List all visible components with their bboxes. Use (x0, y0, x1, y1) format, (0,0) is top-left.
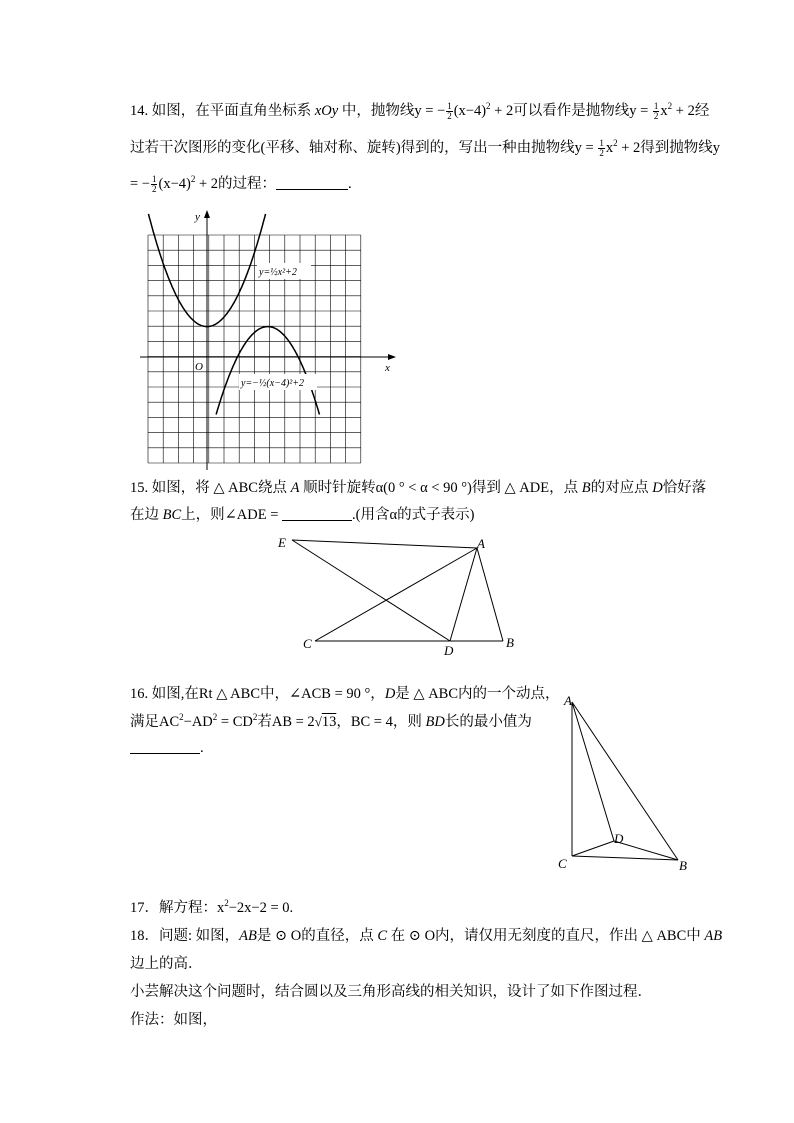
point-A-label: A (564, 693, 572, 708)
q16-line-3: . (130, 738, 204, 758)
point-D-label: D (614, 831, 624, 846)
q15-line-1: 15. 如图，将 △ ABC绕点 A 顺时针旋转α(0 ° < α < 90 °)得到 △ ADE，点 B的对应点 D恰好落 (130, 480, 707, 496)
point-C-label: C (303, 636, 312, 651)
point-C-label: C (558, 856, 567, 871)
segment-EA (292, 540, 477, 548)
q18-line-3: 小芸解决这个问题时，结合圆以及三角形高线的相关知识，设计了如下作图过程． (130, 984, 652, 1000)
segment-CD (572, 841, 614, 856)
segment-AD (572, 702, 614, 841)
segment-AB (572, 702, 678, 860)
answer-blank-16[interactable] (130, 739, 200, 754)
answer-blank-15[interactable] (282, 506, 352, 521)
q14-line-1: 14. 如图，在平面直角坐标系 xOy 中，抛物线y = − $\frac{1}{2}$ $(x-4)^2 + 2$可以看作是抛物线y = $\frac{1}{2}$ $x^2 + 2$经 (130, 101, 710, 122)
segment-ED (292, 540, 450, 641)
y-axis-label: y (195, 211, 200, 223)
q16-line-1: 16. 如图,在Rt △ ABC中，∠ACB = 90 °，D是 △ ABC内的一个动点， (130, 686, 560, 702)
point-B-label: B (679, 858, 687, 873)
q17-line: 17．解方程：$x^2-2x-2 = 0$. (130, 898, 294, 916)
segment-AD (450, 548, 477, 641)
answer-blank-14[interactable] (276, 175, 348, 190)
x-axis-label: x (385, 362, 390, 374)
q14-line-2: 过若干次图形的变化(平移、轴对称、旋转)得到的，写出一种由抛物线y = $\frac{1}{2}$ $x^2 + 2$得到抛物线y (130, 138, 721, 159)
point-D-label: D (444, 643, 454, 658)
q15-line-2: 在边 BC上，则∠ADE = .(用含α的式子表示) (130, 507, 475, 523)
point-B-label: B (506, 635, 514, 650)
y-axis-arrow (204, 210, 210, 218)
x-axis-arrow (388, 354, 396, 360)
parabola-downward (216, 327, 319, 415)
origin-label: O (195, 361, 203, 373)
q16-line-2: 满足$AC^2-AD^2 = CD^2$若AB = 2√13，BC = 4，则 BD长的最小值为 (130, 712, 532, 730)
q18-line-1: 18．问题: 如图，AB是 ⊙ O的直径，点 C 在 ⊙ O内，请仅用无刻度的直尺，作出 △ ABC中 AB (130, 928, 723, 944)
fraction-half: $\frac{1}{2}$ (447, 101, 452, 122)
segment-DB (614, 841, 678, 860)
curve1-label: y=½x²+2 (259, 267, 297, 278)
q18-line-2: 边上的高． (130, 956, 203, 972)
q18-line-4: 作法：如图， (130, 1012, 217, 1028)
q16-triangle-figure (552, 690, 702, 875)
grid-lines (148, 235, 361, 463)
q14-parabola-graph (140, 208, 405, 470)
segment-AC (315, 548, 477, 641)
curve2-label: y=−½(x−4)²+2 (241, 378, 305, 389)
segment-CB (572, 856, 678, 860)
segment-AB (477, 548, 503, 641)
q15-rotation-figure (270, 530, 530, 660)
q14-line-3: = − $\frac{1}{2}$ $(x-4)^2 + 2$的过程： . (130, 174, 352, 195)
point-E-label: E (278, 535, 286, 550)
point-A-label: A (477, 536, 485, 551)
